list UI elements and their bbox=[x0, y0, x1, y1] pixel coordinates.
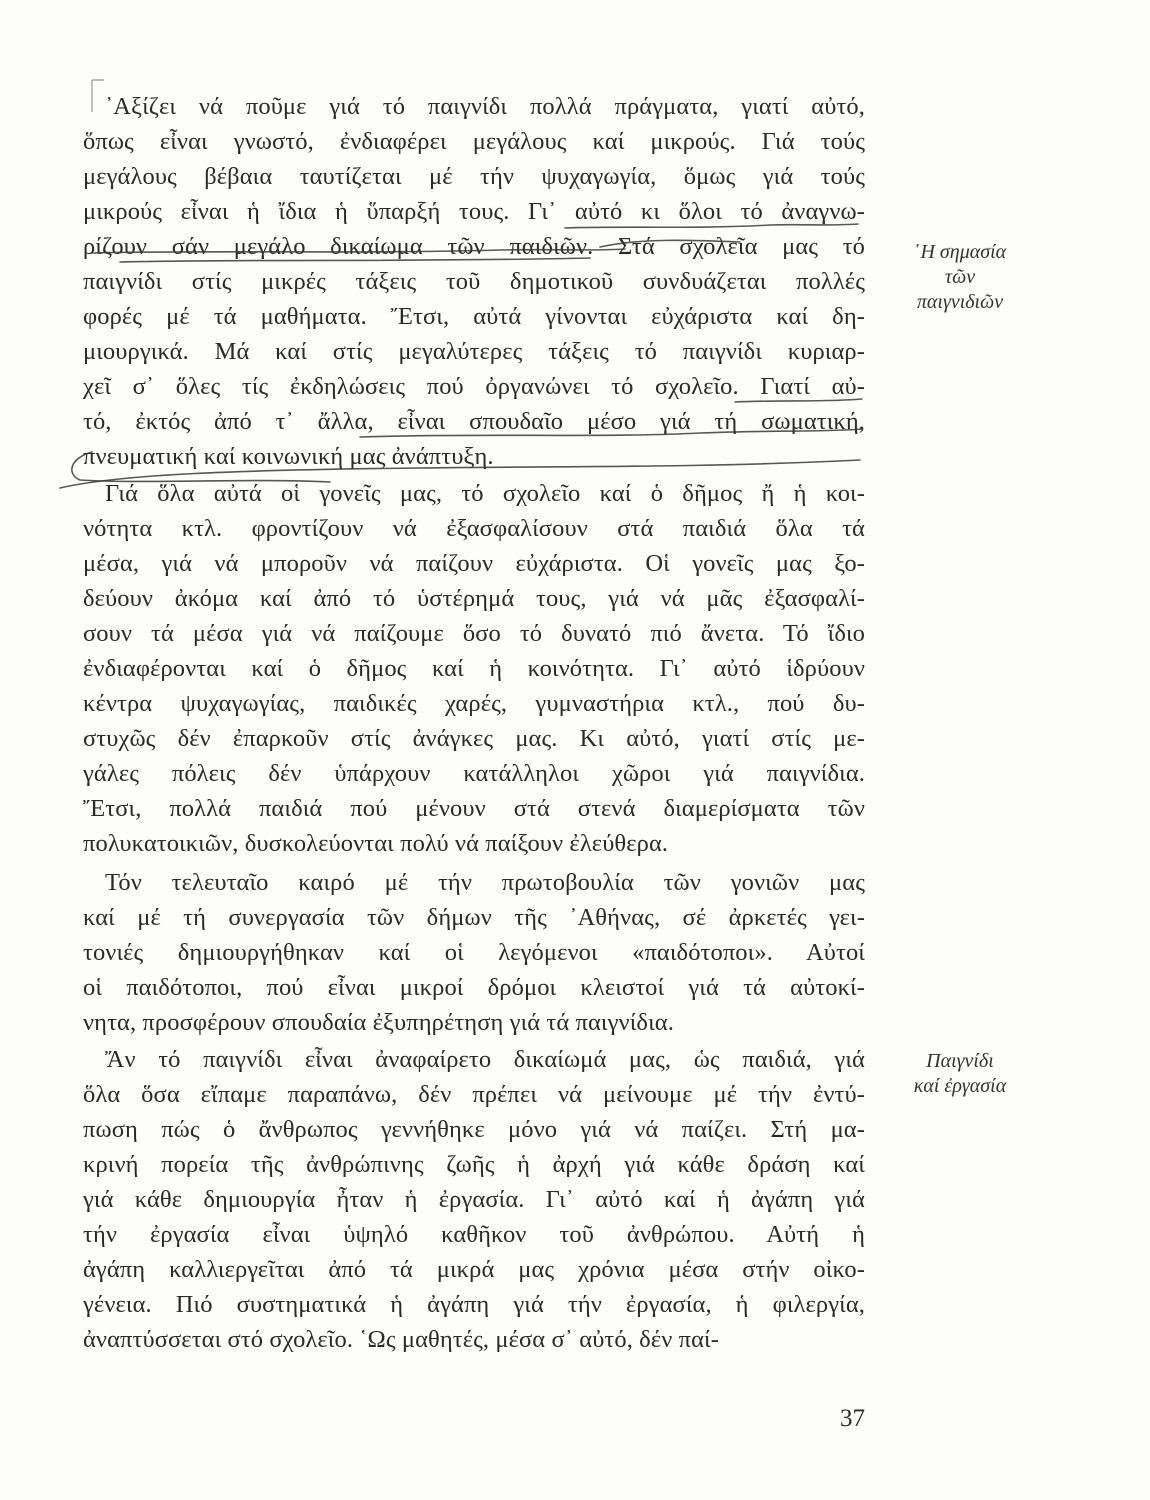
text-line: κέντρα ψυχαγωγίας, παιδικές χαρές, γυμναστήρια κτλ., πού δυ- bbox=[83, 690, 865, 717]
text-line: σουν τά μέσα γιά νά παίζουμε ὅσο τό δυνατό πιό ἄνετα. Τό ἴδιο bbox=[83, 620, 865, 647]
text-line: μιουργικά. Μά καί στίς μεγαλύτερες τάξεις τό παιγνίδι κυριαρ- bbox=[83, 338, 865, 365]
text-line: ἐνδιαφέρονται καί ὁ δῆμος καί ἡ κοινότητα. Γι᾿ αὐτό ἱδρύουν bbox=[83, 655, 865, 682]
margin-note-importance bbox=[880, 240, 1040, 315]
margin-note-play-and-work bbox=[880, 1049, 1040, 1099]
text-line: ρίζουν σάν μεγάλο δικαίωμα τῶν παιδιῶν. Στά σχολεῖα μας τό bbox=[83, 233, 865, 260]
text-line: Ἄν τό παιγνίδι εἶναι ἀναφαίρετο δικαίωμά μας, ὡς παιδιά, γιά bbox=[105, 1046, 865, 1073]
text-line: κρινή πορεία τῆς ἀνθρώπινης ζωῆς ἡ ἀρχή γιά κάθε δράση καί bbox=[83, 1151, 865, 1178]
text-line: πολυκατοικιῶν, δυσκολεύονται πολύ νά παίξουν ἐλεύθερα. bbox=[83, 830, 669, 857]
text-line: μέσα, γιά νά μποροῦν νά παίζουν εὐχάριστα. Οἱ γονεῖς μας ξο- bbox=[83, 550, 865, 577]
text-line: παιγνίδι στίς μικρές τάξεις τοῦ δημοτικοῦ συνδυάζεται πολλές bbox=[83, 268, 865, 295]
margin-note-line: Παιγνίδι bbox=[926, 1050, 994, 1072]
text-line: τήν ἐργασία εἶναι ὑψηλό καθῆκον τοῦ ἀνθρώπου. Αὐτή ἡ bbox=[83, 1221, 865, 1248]
text-line: στυχῶς δέν ἐπαρκοῦν στίς ἀνάγκες μας. Κι αὐτό, γιατί στίς με- bbox=[83, 725, 865, 752]
margin-note-line: τῶν bbox=[944, 266, 976, 288]
margin-note-line: ῾Η σημασία bbox=[913, 241, 1007, 263]
text-line: ἀγάπη καλλιεργεῖται ἀπό τά μικρά μας χρόνια μέσα στήν οἰκο- bbox=[83, 1256, 865, 1283]
text-line: τό, ἐκτός ἀπό τ᾿ ἄλλα, εἶναι σπουδαῖο μέσο γιά τή σωματική, bbox=[83, 408, 865, 435]
text-line: Τόν τελευταῖο καιρό μέ τήν πρωτοβουλία τῶν γονιῶν μας bbox=[105, 869, 865, 896]
text-line: γιά κάθε δημιουργία ἦταν ἡ ἐργασία. Γι᾿ αὐτό καί ἡ ἀγάπη γιά bbox=[83, 1186, 865, 1213]
text-line: ὅπως εἶναι γνωστό, ἐνδιαφέρει μεγάλους καί μικρούς. Γιά τούς bbox=[83, 128, 865, 155]
text-line: δεύουν ἀκόμα καί ἀπό τό ὑστέρημά τους, γιά νά μᾶς ἐξασφαλί- bbox=[83, 585, 865, 612]
text-line: Ἔτσι, πολλά παιδιά πού μένουν στά στενά διαμερίσματα τῶν bbox=[83, 795, 865, 822]
text-line: ὅλα ὅσα εἴπαμε παραπάνω, δέν πρέπει νά μείνουμε μέ τήν ἐντύ- bbox=[83, 1081, 865, 1108]
text-line: ἀναπτύσσεται στό σχολεῖο. ῾Ως μαθητές, μέσα σ᾿ αὐτό, δέν παί- bbox=[83, 1326, 719, 1353]
text-line: μικρούς εἶναι ἡ ἴδια ἡ ὕπαρξή τους. Γι᾿ αὐτό κι ὅλοι τό ἀναγνω- bbox=[83, 198, 865, 225]
text-line: Γιά ὅλα αὐτά οἱ γονεῖς μας, τό σχολεῖο καί ὁ δῆμος ἤ ἡ κοι- bbox=[105, 480, 865, 507]
page-number: 37 bbox=[840, 1405, 865, 1432]
text-line: καί μέ τή συνεργασία τῶν δήμων τῆς ᾿Αθήνας, σέ ἀρκετές γει- bbox=[83, 904, 865, 931]
margin-note-line: παιγνιδιῶν bbox=[916, 291, 1004, 313]
text-line: οἱ παιδότοποι, πού εἶναι μικροί δρόμοι κλειστοί γιά τά αὐτοκί- bbox=[83, 974, 865, 1001]
text-line: ᾿Αξίζει νά ποῦμε γιά τό παιγνίδι πολλά πράγματα, γιατί αὐτό, bbox=[105, 93, 865, 120]
text-line: πωση πώς ὁ ἄνθρωπος γεννήθηκε μόνο γιά νά παίζει. Στή μα- bbox=[83, 1116, 865, 1143]
text-line: γάλες πόλεις δέν ὑπάρχουν κατάλληλοι χῶροι γιά παιγνίδια. bbox=[83, 760, 865, 787]
text-line: γένεια. Πιό συστηματικά ἡ ἀγάπη γιά τήν ἐργασία, ἡ φιλεργία, bbox=[83, 1291, 865, 1318]
text-line: μεγάλους βέβαια ταυτίζεται μέ τήν ψυχαγωγία, ὅμως γιά τούς bbox=[83, 163, 865, 190]
text-line: πνευματική καί κοινωνική μας ἀνάπτυξη. bbox=[83, 443, 494, 470]
text-line: χεῖ σ᾿ ὅλες τίς ἐκδηλώσεις πού ὀργανώνει τό σχολεῖο. Γιατί αὐ- bbox=[83, 373, 865, 400]
text-line: τονιές δημιουργήθηκαν καί οἱ λεγόμενοι «παιδότοποι». Αὐτοί bbox=[83, 939, 865, 966]
margin-note-line: καί ἐργασία bbox=[913, 1075, 1007, 1097]
text-line: νητα, προσφέρουν σπουδαία ἐξυπηρέτηση γιά τά παιγνίδια. bbox=[83, 1009, 674, 1036]
text-line: νότητα κτλ. φροντίζουν νά ἐξασφαλίσουν στά παιδιά ὅλα τά bbox=[83, 515, 865, 542]
text-line: φορές μέ τά μαθήματα. Ἔτσι, αὐτά γίνονται εὐχάριστα καί δη- bbox=[83, 303, 865, 330]
